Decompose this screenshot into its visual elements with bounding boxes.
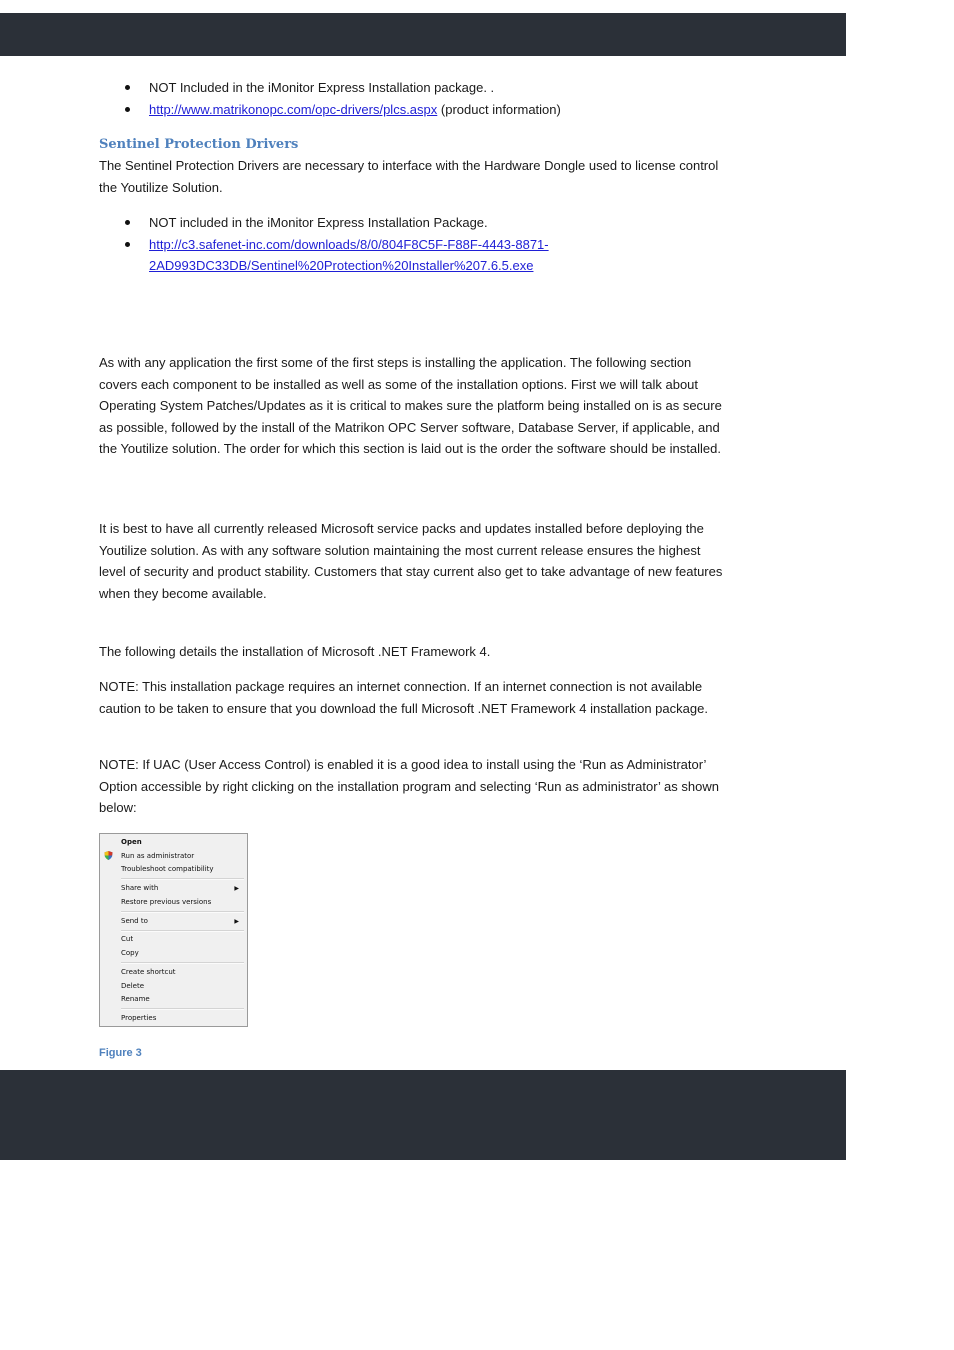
header-band — [0, 13, 846, 56]
context-menu-figure — [99, 833, 248, 1027]
menu-separator — [121, 1008, 244, 1010]
menu-item-delete[interactable]: Delete — [121, 982, 144, 990]
list-item — [99, 212, 739, 234]
menu-item-properties[interactable]: Properties — [121, 1014, 157, 1022]
figure-caption: Figure 3 — [99, 1047, 142, 1059]
list-item-text: NOT Included in the iMonitor Express Installation package. . — [149, 80, 495, 95]
submenu-arrow-icon: ▶ — [234, 885, 239, 892]
sentinel-paragraph: The Sentinel Protection Drivers are necessary to interface with the Hardware Dongle used to license control the Youtilize Solution. — [99, 158, 719, 195]
menu-item-troubleshoot[interactable]: Troubleshoot compatibility — [121, 865, 214, 873]
sentinel-list — [99, 212, 739, 277]
matrikon-link[interactable]: http://www.matrikonopc.com/opc-drivers/plcs.aspx — [149, 101, 438, 117]
list-item — [99, 99, 739, 121]
menu-item-rename[interactable]: Rename — [121, 995, 150, 1003]
submenu-arrow-icon: ▶ — [234, 918, 239, 925]
uac-shield-icon — [104, 851, 113, 860]
menu-item-share-with[interactable]: Share with ▶ — [121, 884, 239, 892]
menu-item-send-to[interactable]: Send to ▶ — [121, 917, 239, 925]
menu-item-create-shortcut[interactable]: Create shortcut — [121, 968, 176, 976]
menu-separator — [121, 962, 244, 964]
note-internet: NOTE: This installation package requires an internet connection. If an internet connection is not available caution to be taken to ensure that you download the full Microsoft .NET Framework 4 installation package. — [99, 679, 708, 716]
link-suffix: (product information) — [437, 101, 561, 117]
dotnet-intro: The following details the installation of Microsoft .NET Framework 4. — [99, 644, 491, 659]
patches-paragraph: It is best to have all currently released Microsoft service packs and updates installed before deploying the Youtilize solution. As with any software solution maintaining the most current release ensures the highest level of security and product stability. Customers that stay current also get to take advantage of new features when they become available. — [99, 521, 723, 601]
list-item — [99, 234, 739, 277]
menu-separator — [121, 911, 244, 913]
menu-separator — [121, 878, 244, 880]
installation-intro: As with any application the first some of the first steps is installing the application. The following section covers each component to be installed as well as some of the installation options. First we will talk about Operating System Patches/Updates as it is critical to makes sure the platform being installed on is as secure as possible, followed by the install of the Matrikon OPC Server software, Database Server, if applicable, and the Youtilize solution. The order for which this section is laid out is the order the software should be installed. — [99, 355, 722, 456]
menu-separator — [121, 930, 244, 932]
footer-band — [0, 1070, 846, 1160]
requirements-list — [99, 77, 739, 120]
menu-item-run-as-administrator[interactable]: Run as administrator — [121, 852, 195, 860]
menu-item-cut[interactable]: Cut — [121, 935, 134, 943]
menu-item-restore-versions[interactable]: Restore previous versions — [121, 898, 212, 906]
sentinel-download-link[interactable]: http://c3.safenet-inc.com/downloads/8/0/804F8C5F-F88F-4443-8871- 2AD993DC33DB/Sentinel%20Protection%20Installer%207.6.5.exe — [149, 236, 549, 273]
section-heading: Sentinel Protection Drivers — [99, 137, 299, 152]
menu-item-copy[interactable]: Copy — [121, 949, 139, 957]
list-item — [99, 77, 739, 99]
list-item-text: NOT included in the iMonitor Express Installation Package. — [149, 215, 488, 230]
menu-item-open[interactable]: Open — [121, 838, 142, 846]
note-uac: NOTE: If UAC (User Access Control) is enabled it is a good idea to install using the ‘Run as Administrator’ Option accessible by right clicking on the installation program and selecting ‘Run as administrator’ as shown below: — [99, 757, 719, 815]
